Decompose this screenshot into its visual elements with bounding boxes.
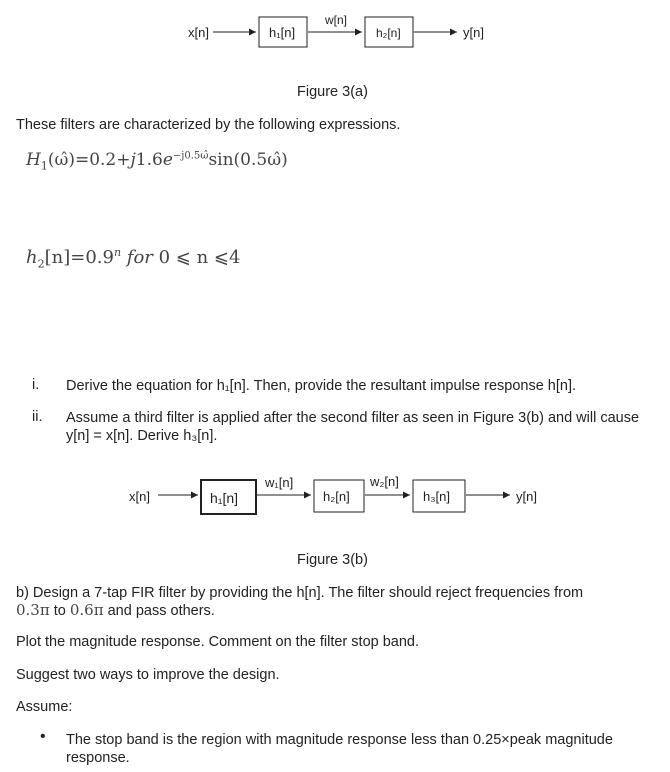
fig3a-input-label: x[n] xyxy=(188,25,209,40)
figure-3b-diagram xyxy=(0,468,670,528)
fig3a-w-label: w[n] xyxy=(325,13,348,27)
question-1-text: Derive the equation for h₁[n]. Then, provide the resultant impulse response h[n]. xyxy=(66,378,577,394)
fig3b-w1-label: w₁[n] xyxy=(265,475,294,490)
freq-low: 0.3π xyxy=(16,601,50,619)
freq-high: 0.6π xyxy=(69,601,104,619)
freq-to: to xyxy=(49,603,70,619)
fig3b-block-h1-label: h₁[n] xyxy=(210,490,239,506)
bullet-text: The stop band is the region with magnitude response less than 0.25×peak magnitude response. xyxy=(66,732,613,766)
fig3a-block-h2-label: h₂[n] xyxy=(376,26,401,40)
plot-instruction: Plot the magnitude response. Comment on the filter stop band. xyxy=(16,634,420,650)
figure-3b-caption: Figure 3(b) xyxy=(297,552,368,568)
fig3b-input-label: x[n] xyxy=(129,489,150,504)
assume-label: Assume: xyxy=(16,699,73,715)
fig3a-output-label: y[n] xyxy=(463,25,484,40)
part-b-line2 xyxy=(16,601,660,620)
question-1-number: i. xyxy=(32,377,40,393)
equation-h2: $h_2[n]=0.9^n$ for 0 ⩽ n ⩽4 xyxy=(26,246,241,271)
question-2-number: ii. xyxy=(32,409,43,425)
question-2-text: Assume a third filter is applied after the second filter as seen in Figure 3(b) and will cause y[n] = x[n]. Derive h₃[n]. xyxy=(66,410,640,444)
equation-h1: $H_1(\omegâ)=0.2+j1.6e^{-j0.5\omegâ}\sin(0.5\omegâ)$ xyxy=(26,150,288,173)
freq-tail: and pass others. xyxy=(103,603,215,619)
fig3a-block-h1-label: h₁[n] xyxy=(269,25,296,40)
figure-3a-caption: Figure 3(a) xyxy=(297,84,368,100)
fig3b-block-h3-label: h₃[n] xyxy=(423,489,450,504)
fig3b-output-label: y[n] xyxy=(516,489,537,504)
bullet-dot: • xyxy=(40,728,46,745)
fig3b-w2-label: w₂[n] xyxy=(370,474,399,489)
suggest-instruction: Suggest two ways to improve the design. xyxy=(16,667,280,683)
intro-text: These filters are characterized by the following expressions. xyxy=(16,117,401,133)
fig3b-block-h2-label: h₂[n] xyxy=(323,489,350,504)
part-b-line1: b) Design a 7-tap FIR filter by providing the h[n]. The filter should reject frequencies from xyxy=(16,585,584,601)
figure-3a-diagram xyxy=(0,0,670,60)
